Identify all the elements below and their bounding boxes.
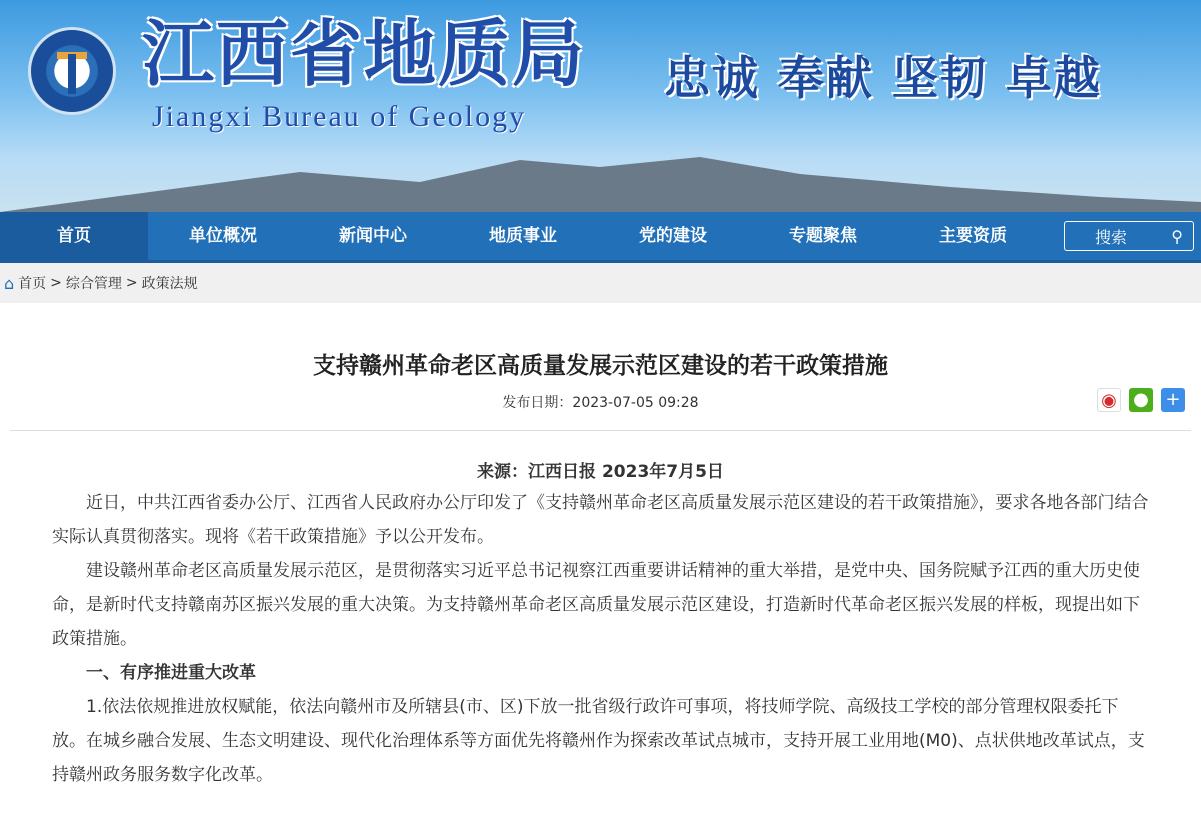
article-body [10, 486, 1191, 792]
wechat-icon[interactable]: ● [1129, 388, 1153, 412]
paragraph: 近日，中共江西省委办公厅、江西省人民政府办公厅印发了《支持赣州革命老区高质量发展示范区建设的若干政策措施》，要求各地各部门结合实际认真贯彻落实。现将《若干政策措施》予以公开发布。 [52, 493, 1149, 547]
header-banner [0, 0, 1201, 212]
breadcrumb-policy[interactable]: 政策法规 [141, 276, 198, 292]
article-source: 来源：江西日报 2023年7月5日 [477, 462, 724, 482]
nav-news[interactable]: 新闻中心 [339, 225, 407, 246]
breadcrumb-management[interactable]: 综合管理 [65, 276, 122, 292]
nav-qualifications[interactable]: 主要资质 [939, 225, 1007, 246]
nav-geology[interactable]: 地质事业 [489, 225, 557, 246]
paragraph: 建设赣州革命老区高质量发展示范区，是贯彻落实习近平总书记视察江西重要讲话精神的重大举措，是党中央、国务院赋予江西的重大历史使命，是新时代支持赣南苏区振兴发展的重大决策。为支持赣州革命老区高质量发展示范区建设，打造新时代革命老区振兴发展的样板，现提出如下政策措施。 [52, 561, 1140, 649]
motto: 忠诚 奉献 坚韧 卓越 [664, 51, 1103, 105]
site-title: 江西省地质局 [142, 11, 587, 96]
breadcrumb-home[interactable]: 首页 [18, 276, 47, 292]
share-buttons [1097, 388, 1185, 412]
article-meta [10, 389, 1191, 412]
nav-topics[interactable]: 专题聚焦 [789, 225, 857, 246]
date-label: 发布日期： [502, 395, 573, 411]
weibo-icon[interactable]: ◉ [1097, 388, 1121, 412]
paragraph: 1.依法依规推进放权赋能，依法向赣州市及所辖县(市、区)下放一批省级行政许可事项，将技师学院、高级技工学校的部分管理权限委托下放。在城乡融合发展、生态文明建设、现代化治理体系等方面优先将赣州作为探索改革试点城市，支持开展工业用地(M0)、点状供地改革试点，支持赣州政务服务数字化改革。 [52, 697, 1145, 785]
bureau-logo[interactable] [28, 27, 116, 115]
nav-home[interactable]: 首页 [0, 211, 148, 262]
publish-date: 2023-07-05 09:28 [572, 395, 699, 411]
nav-party[interactable]: 党的建设 [639, 225, 707, 246]
divider [10, 430, 1191, 431]
home-icon: ⌂ [4, 273, 15, 293]
article-title: 支持赣州革命老区高质量发展示范区建设的若干政策措施 [313, 353, 888, 379]
search-box[interactable] [1064, 221, 1194, 251]
search-icon[interactable]: ⚲ [1171, 226, 1183, 246]
breadcrumb-separator: > [50, 275, 62, 291]
mountain-image [0, 152, 1201, 212]
main-nav [0, 212, 1201, 263]
breadcrumb [0, 263, 1201, 303]
breadcrumb-separator: > [125, 275, 138, 291]
search-label: 搜索 [1095, 227, 1128, 247]
site-title-en: Jiangxi Bureau of Geology [152, 100, 527, 133]
share-plus-icon[interactable]: + [1161, 388, 1185, 412]
article [0, 347, 1201, 792]
section-heading: 一、有序推进重大改革 [86, 663, 256, 683]
nav-overview[interactable]: 单位概况 [189, 225, 257, 246]
